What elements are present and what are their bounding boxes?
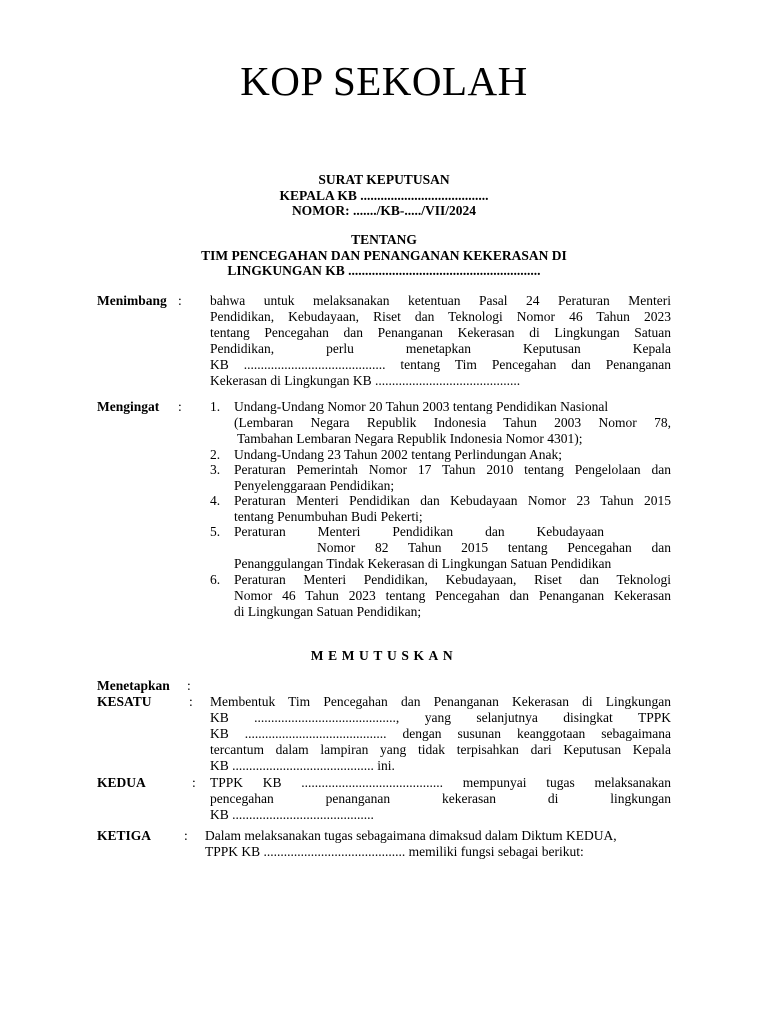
mengingat-item-4 xyxy=(234,493,671,525)
menimbang-line-6: Kekerasan di Lingkungan KB ........................................... xyxy=(210,373,521,388)
tentang-line-1: TIM PENCEGAHAN DAN PENANGANAN KEKERASAN DI xyxy=(201,248,567,263)
menetapkan-colon: : xyxy=(187,678,191,693)
ketiga-label: KETIGA xyxy=(97,828,152,843)
mengingat-num-1: 1. xyxy=(210,399,221,414)
mengingat-num-4: 4. xyxy=(210,493,221,508)
kedua-line-3: KB .......................................... xyxy=(210,807,374,822)
tentang-label: TENTANG xyxy=(351,232,417,247)
mengingat-item-3-line-1: Peraturan Pemerintah Nomor 17 Tahun 2010 tentang Pengelolaan dan xyxy=(234,462,671,477)
tentang-line-2: LINGKUNGAN KB ......................................................... xyxy=(227,263,541,278)
mengingat-item-5-line-3: Penanggulangan Tindak Kekerasan di Lingkungan Satuan Pendidikan xyxy=(234,556,612,571)
kesatu-line-4: tercantum dalam lampiran yang tidak terpisahkan dari Keputusan Kepala xyxy=(210,742,671,757)
mengingat-num-2: 2. xyxy=(210,447,221,462)
mengingat-item-6-line-2: Nomor 46 Tahun 2023 tentang Pencegahan dan Penanganan Kekerasan xyxy=(234,588,671,603)
kesatu-line-3: KB .......................................... dengan susunan keanggotaan sebagaimana xyxy=(210,726,671,741)
menimbang-line-2: Pendidikan, Kebudayaan, Riset dan Teknologi Nomor 46 Tahun 2023 xyxy=(210,309,671,324)
title-kepala-kb: KEPALA KB ...................................... xyxy=(279,188,489,203)
title-nomor: NOMOR: ......./KB-...../VII/2024 xyxy=(291,203,477,218)
kesatu-line-2: KB .........................................., yang selanjutnya disingkat TPPK xyxy=(210,710,671,725)
mengingat-item-3 xyxy=(234,462,671,494)
kedua-line-1: TPPK KB .......................................... mempunyai tugas melaksanakan xyxy=(210,775,671,790)
mengingat-num-6: 6. xyxy=(210,572,221,587)
title-surat-keputusan: SURAT KEPUTUSAN xyxy=(318,172,450,187)
kesatu-line-1: Membentuk Tim Pencegahan dan Penanganan Kekerasan di Lingkungan xyxy=(210,694,671,709)
mengingat-colon: : xyxy=(178,399,182,414)
ketiga-colon: : xyxy=(184,828,188,843)
mengingat-item-6-line-1: Peraturan Menteri Pendidikan, Kebudayaan, Riset dan Teknologi xyxy=(234,572,671,587)
kedua-line-2: pencegahan penanganan kekerasan di lingkungan xyxy=(210,791,671,806)
kesatu-label: KESATU xyxy=(97,694,152,709)
mengingat-item-6-line-3: di Lingkungan Satuan Pendidikan; xyxy=(234,604,422,619)
menimbang-colon: : xyxy=(178,293,182,308)
kedua-text xyxy=(210,775,671,823)
ketiga-line-2: TPPK KB .......................................... memiliki fungsi sebagai berikut: xyxy=(205,844,584,859)
ketiga-line-1: Dalam melaksanakan tugas sebagaimana dimaksud dalam Diktum KEDUA, xyxy=(205,828,617,843)
mengingat-item-5 xyxy=(234,524,671,572)
mengingat-num-3: 3. xyxy=(210,462,221,477)
memutuskan-heading: MEMUTUSKAN xyxy=(310,648,458,663)
mengingat-item-6 xyxy=(234,572,671,620)
ketiga-text xyxy=(205,828,675,860)
mengingat-item-5-line-1: Peraturan Menteri Pendidikan dan Kebudayaan xyxy=(234,524,604,539)
mengingat-num-5: 5. xyxy=(210,524,221,539)
kesatu-colon: : xyxy=(189,694,193,709)
kesatu-line-5: KB .......................................... ini. xyxy=(210,758,395,773)
mengingat-item-4-line-1: Peraturan Menteri Pendidikan dan Kebudayaan Nomor 23 Tahun 2015 xyxy=(234,493,671,508)
menimbang-line-3: tentang Pencegahan dan Penanganan Kekerasan di Lingkungan Satuan xyxy=(210,325,671,340)
mengingat-item-1-line-3: Tambahan Lembaran Negara Republik Indonesia Nomor 4301); xyxy=(237,431,583,446)
kop-sekolah: KOP SEKOLAH xyxy=(240,58,528,104)
mengingat-item-1-line-2: (Lembaran Negara Republik Indonesia Tahun 2003 Nomor 78, xyxy=(234,415,671,430)
mengingat-item-5-line-2: Nomor 82 Tahun 2015 tentang Pencegahan dan xyxy=(317,540,671,555)
mengingat-item-2: Undang-Undang 23 Tahun 2002 tentang Perlindungan Anak; xyxy=(234,447,563,462)
mengingat-item-1 xyxy=(234,399,671,447)
menimbang-line-4: Pendidikan, perlu menetapkan Keputusan Kepala xyxy=(210,341,671,356)
menetapkan-label: Menetapkan xyxy=(97,678,170,693)
kesatu-text xyxy=(210,694,671,774)
mengingat-item-4-line-2: tentang Penumbuhan Budi Pekerti; xyxy=(234,509,423,524)
menimbang-line-1: bahwa untuk melaksanakan ketentuan Pasal 24 Peraturan Menteri xyxy=(210,293,671,308)
kedua-label: KEDUA xyxy=(97,775,146,790)
mengingat-item-1-line-1: Undang-Undang Nomor 20 Tahun 2003 tentang Pendidikan Nasional xyxy=(234,399,609,414)
mengingat-label: Mengingat xyxy=(97,399,160,414)
menimbang-text xyxy=(210,293,671,389)
kedua-colon: : xyxy=(192,775,196,790)
mengingat-item-3-line-2: Penyelenggaraan Pendidikan; xyxy=(234,478,395,493)
menimbang-label: Menimbang xyxy=(97,293,167,308)
menimbang-line-5: KB .......................................... tentang Tim Pencegahan dan Penanganan xyxy=(210,357,671,372)
